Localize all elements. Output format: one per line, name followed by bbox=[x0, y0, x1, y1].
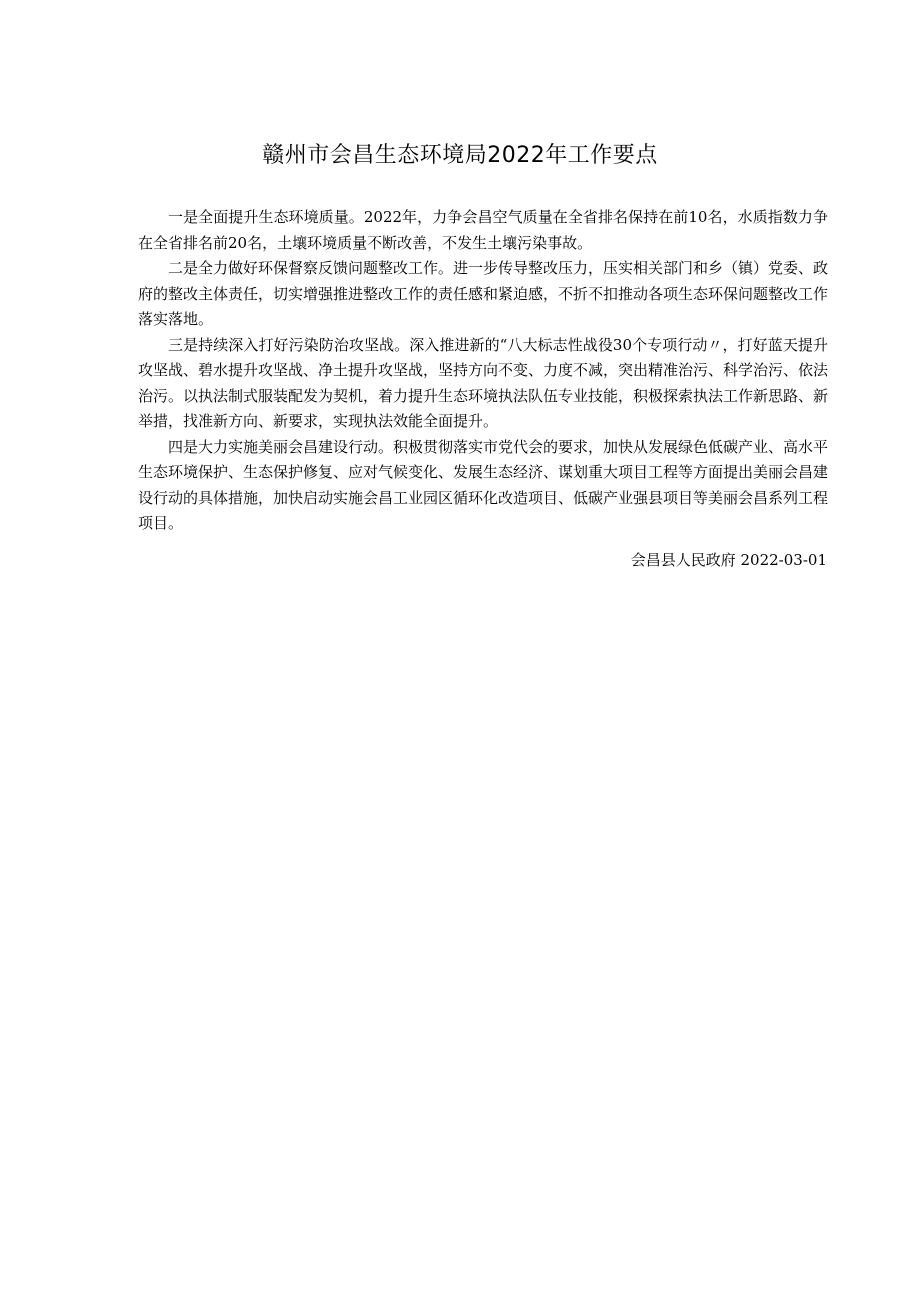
signature-line: 会昌县人民政府 2022-03-01 bbox=[630, 551, 827, 569]
paragraph-1: 一是全面提升生态环境质量。2022年，力争会昌空气质量在全省排名保持在前10名，水质指数力争在全省排名前20名，土壤环境质量不断改善，不发生土壤污染事故。 bbox=[138, 208, 828, 252]
document-title: 赣州市会昌生态环境局2022年工作要点 bbox=[262, 143, 658, 168]
paragraph-3: 三是持续深入打好污染防治攻坚战。深入推进新的“八大标志性战役30个专项行动〃，打好蓝天提升攻坚战、碧水提升攻坚战、净土提升攻坚战，坚持方向不变、力度不减，突出精准治污、科学治污、依法治污。以执法制式服装配发为契机，着力提升生态环境执法队伍专业技能，积极探索执法工作新思路、新举措，找准新方向、新要求，实现执法效能全面提升。 bbox=[138, 335, 829, 430]
paragraph-4: 四是大力实施美丽会昌建设行动。积极贯彻落实市党代会的要求，加快从发展绿色低碳产业、高水平生态环境保护、生态保护修复、应对气候变化、发展生态经济、谋划重大项目工程等方面提出美丽会昌建设行动的具体措施，加快启动实施会昌工业园区循环化改造项目、低碳产业强县项目等美丽会昌系列工程项目。 bbox=[138, 437, 829, 532]
document-body bbox=[138, 205, 828, 537]
paragraph-2: 二是全力做好环保督察反馈问题整改工作。进一步传导整改压力，压实相关部门和乡（镇）党委、政府的整改主体责任，切实增强推进整改工作的责任感和紧迫感，不折不扣推动各项生态环保问题整改工作落实落地。 bbox=[138, 259, 829, 328]
